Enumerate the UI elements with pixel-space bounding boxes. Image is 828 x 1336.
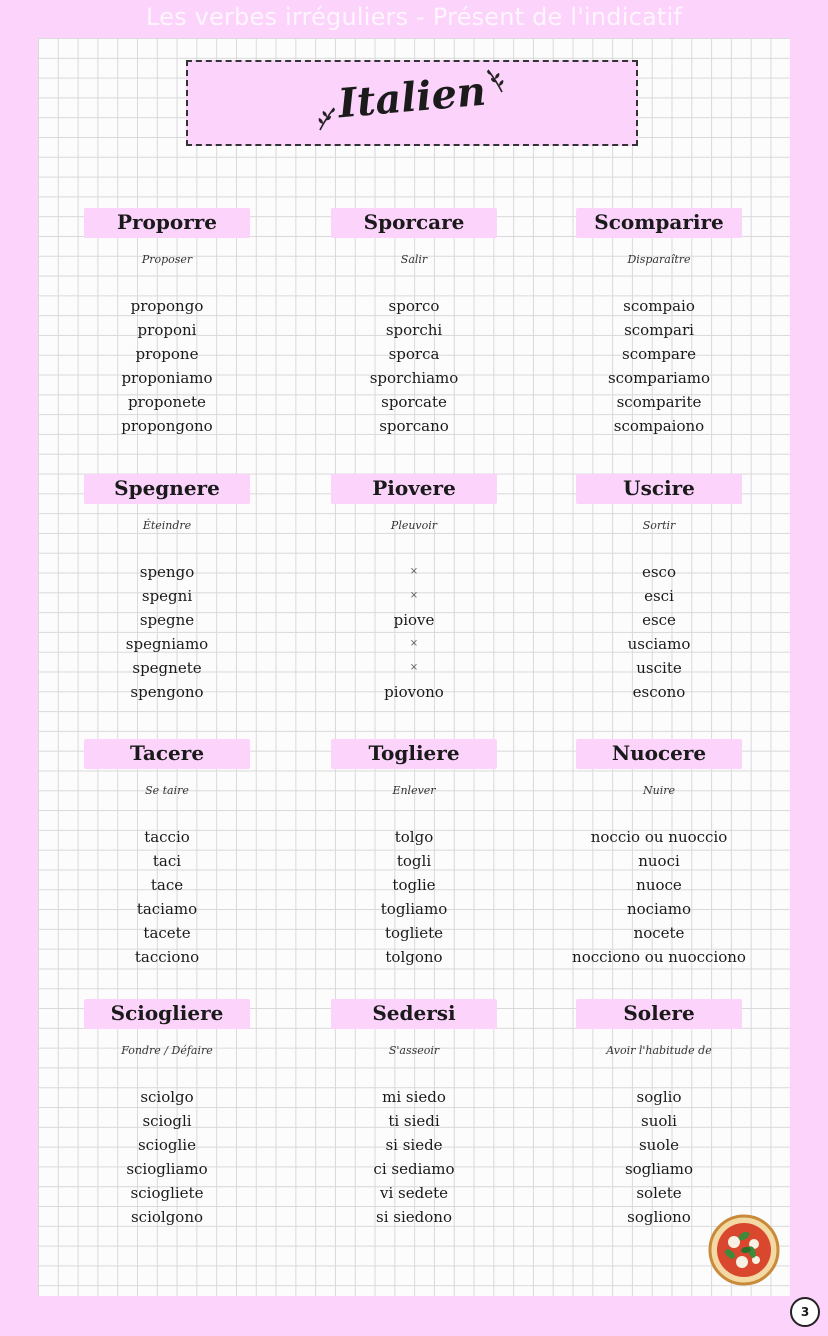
conjugation-form: esce	[642, 611, 676, 630]
conjugation-form: spengono	[130, 683, 204, 702]
conjugation-form: sporcate	[381, 393, 447, 412]
conjugation-form: togli	[396, 852, 432, 871]
verb-translation: Se taire	[145, 784, 189, 797]
conjugation-form: proponete	[128, 393, 206, 412]
conjugation-form: scompariamo	[607, 369, 711, 388]
verb-name: Sporcare	[363, 210, 465, 234]
conjugation-form: piovono	[384, 683, 444, 702]
conjugation-form: propongo	[130, 297, 204, 315]
conjugation-form: soglio	[636, 1088, 682, 1106]
conjugation-form: nuoce	[636, 876, 682, 895]
conjugation-form: scompaio	[623, 297, 695, 315]
no-form-mark: ×	[409, 566, 419, 577]
page-number: 3	[790, 1297, 820, 1327]
conjugation-form: nociamo	[626, 900, 692, 919]
conjugation-form: sporchi	[385, 321, 443, 340]
conjugation-form: sporcano	[379, 417, 449, 436]
verb-name: Uscire	[623, 476, 695, 500]
conjugation-form: scompare	[622, 345, 696, 364]
verb-name: Sedersi	[372, 1001, 456, 1025]
conjugation-form: taci	[152, 852, 182, 871]
no-form-mark: ×	[409, 638, 419, 650]
conjugation-form: togliamo	[380, 900, 448, 919]
verb-name: Spegnere	[114, 476, 220, 500]
conjugation-form: solete	[636, 1184, 682, 1203]
conjugation-form: spengo	[139, 563, 195, 581]
conjugation-form: tacete	[143, 924, 191, 943]
conjugation-form: sciogliamo	[126, 1160, 208, 1179]
conjugation-form: tacciono	[134, 948, 200, 967]
conjugation-form: sciogliete	[130, 1184, 204, 1203]
conjugation-list	[44, 294, 290, 439]
verb-name: Proporre	[116, 210, 218, 234]
conjugation-form: spegni	[141, 587, 193, 606]
conjugation-form: sciolgono	[130, 1208, 204, 1227]
verb-name: Scomparire	[594, 210, 724, 234]
conjugation-form: sciogli	[142, 1112, 192, 1131]
conjugation-form: togliete	[384, 924, 444, 943]
leaf-sprig-icon	[484, 68, 506, 94]
verb-name: Sciogliere	[110, 1001, 224, 1025]
conjugation-list	[536, 294, 782, 439]
conjugation-form: tolgono	[385, 948, 443, 967]
verb-name: Solere	[623, 1001, 695, 1025]
conjugation-form: proponi	[137, 321, 197, 340]
bottom-margin	[0, 1296, 828, 1336]
verb-name: Tacere	[129, 741, 205, 765]
conjugation-form: si siedono	[376, 1208, 452, 1227]
conjugation-form: sporca	[388, 345, 440, 364]
conjugation-form: spegnete	[132, 659, 202, 678]
conjugation-form: suoli	[641, 1112, 677, 1131]
conjugation-list	[536, 825, 782, 970]
conjugation-list	[291, 560, 537, 705]
pizza-icon	[708, 1214, 780, 1286]
conjugation-form: sogliono	[627, 1208, 691, 1227]
conjugation-form: ti siedi	[388, 1112, 440, 1131]
conjugation-form: noccio ou nuoccio	[590, 828, 728, 846]
verb-translation: Disparaître	[627, 253, 691, 266]
conjugation-form: ci sediamo	[373, 1160, 455, 1179]
conjugation-list	[44, 560, 290, 705]
verb-translation: Salir	[400, 253, 428, 266]
conjugation-form: sogliamo	[624, 1160, 694, 1179]
conjugation-form: scomparite	[616, 393, 702, 412]
conjugation-list	[44, 1085, 290, 1230]
conjugation-form: nocciono ou nuocciono	[572, 948, 746, 967]
conjugation-form: usciamo	[627, 635, 691, 654]
conjugation-list	[291, 825, 537, 970]
conjugation-form: esci	[644, 587, 674, 606]
conjugation-form: si siede	[385, 1136, 443, 1155]
conjugation-form: tace	[150, 876, 184, 895]
conjugation-form: spegne	[139, 611, 195, 630]
verb-translation: Pleuvoir	[390, 519, 438, 532]
conjugation-form: piove	[393, 611, 435, 630]
conjugation-form: scompari	[624, 321, 694, 340]
conjugation-form: mi siedo	[382, 1088, 446, 1106]
verb-name: Piovere	[372, 476, 456, 500]
verb-translation: Enlever	[392, 784, 436, 797]
no-form-mark: ×	[409, 590, 419, 602]
verb-translation: S'asseoir	[388, 1044, 440, 1057]
conjugation-list	[536, 1085, 782, 1230]
no-form-mark: ×	[409, 662, 419, 674]
conjugation-list	[44, 825, 290, 970]
conjugation-form: spegniamo	[125, 635, 209, 654]
conjugation-form: tolgo	[394, 828, 434, 846]
verb-translation: Proposer	[141, 253, 193, 266]
conjugation-form: esco	[641, 563, 676, 581]
conjugation-form: sciolgo	[140, 1088, 194, 1106]
verb-translation: Éteindre	[142, 519, 192, 532]
conjugation-form: taccio	[144, 828, 190, 846]
conjugation-form: nuoci	[638, 852, 680, 871]
conjugation-form: sporco	[388, 297, 440, 315]
conjugation-form: escono	[632, 683, 686, 702]
conjugation-list	[291, 294, 537, 439]
conjugation-form: sporchiamo	[369, 369, 459, 388]
conjugation-form: proponiamo	[121, 369, 213, 388]
title-banner	[186, 60, 638, 146]
verb-name: Togliere	[368, 741, 460, 765]
conjugation-form: propongono	[121, 417, 213, 436]
conjugation-form: scioglie	[137, 1136, 196, 1155]
conjugation-form: suole	[638, 1136, 680, 1155]
verb-translation: Fondre / Défaire	[121, 1044, 213, 1057]
verb-translation: Nuire	[643, 784, 675, 797]
conjugation-list	[536, 560, 782, 705]
verb-translation: Sortir	[642, 519, 676, 532]
conjugation-list	[291, 1085, 537, 1230]
conjugation-form: scompaiono	[613, 417, 705, 436]
page-title: Italien	[336, 67, 488, 128]
page-subtitle: Les verbes irréguliers - Présent de l'indicatif	[145, 3, 683, 31]
conjugation-form: nocete	[633, 924, 685, 943]
conjugation-form: vi sedete	[380, 1184, 448, 1203]
conjugation-form: toglie	[392, 876, 436, 895]
right-margin	[790, 38, 828, 1296]
conjugation-form: taciamo	[136, 900, 198, 919]
conjugation-form: uscite	[636, 659, 682, 678]
verb-translation: Avoir l'habitude de	[606, 1044, 712, 1057]
left-margin	[0, 38, 38, 1296]
verb-name: Nuocere	[611, 741, 707, 765]
conjugation-form: propone	[135, 345, 199, 364]
